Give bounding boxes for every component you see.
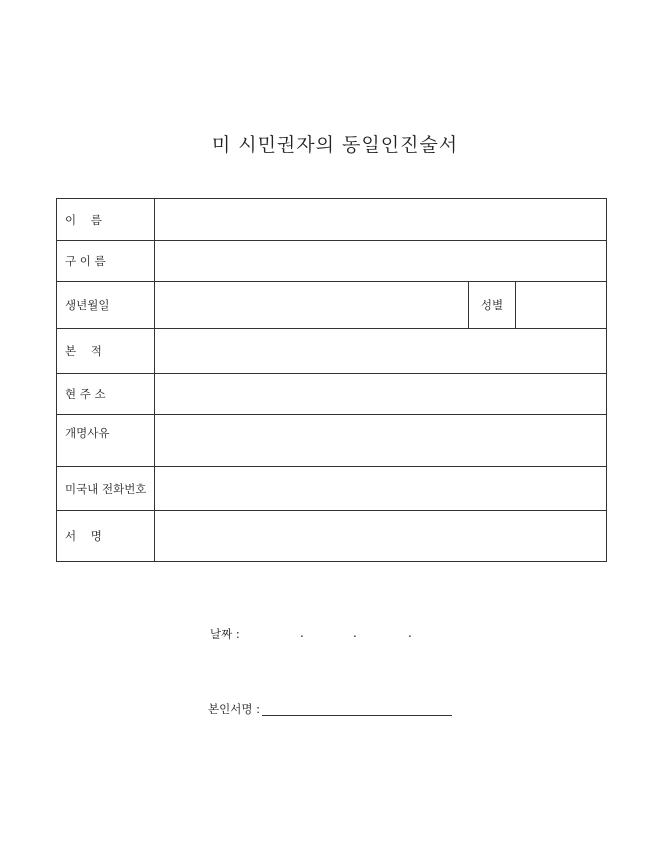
signature-label: 서 명 — [57, 511, 155, 562]
phone-field[interactable] — [155, 467, 607, 511]
gender-label: 성별 — [469, 282, 516, 329]
birthdate-field[interactable] — [155, 282, 469, 329]
address-field[interactable] — [155, 374, 607, 415]
former-name-label: 구 이 름 — [57, 241, 155, 282]
document-title: 미 시민권자의 동일인진술서 — [211, 134, 459, 156]
name-field[interactable] — [155, 199, 607, 241]
row-reason — [57, 415, 607, 467]
date-separator: . — [300, 626, 304, 640]
signature-field[interactable] — [155, 511, 607, 562]
hometown-field[interactable] — [155, 329, 607, 374]
reason-label: 개명사유 — [57, 415, 155, 467]
reason-field[interactable] — [155, 415, 607, 467]
row-birthdate — [57, 282, 607, 329]
row-signature — [57, 511, 607, 562]
signature-line-label: 본인서명 : — [208, 702, 260, 716]
row-hometown — [57, 329, 607, 374]
row-former-name — [57, 241, 607, 282]
date-separator: . — [408, 626, 412, 640]
former-name-field[interactable] — [155, 241, 607, 282]
phone-label: 미국내 전화번호 — [57, 467, 155, 511]
address-label: 현 주 소 — [57, 374, 155, 415]
row-name — [57, 199, 607, 241]
signature-line[interactable] — [262, 715, 452, 716]
gender-field[interactable] — [516, 282, 607, 329]
date-separator: . — [353, 626, 357, 640]
birthdate-label: 생년월일 — [57, 282, 155, 329]
name-label: 이 름 — [57, 199, 155, 241]
row-address — [57, 374, 607, 415]
statement-form-table — [56, 198, 607, 562]
hometown-label: 본 적 — [57, 329, 155, 374]
row-phone — [57, 467, 607, 511]
date-label: 날짜 : — [210, 627, 240, 641]
